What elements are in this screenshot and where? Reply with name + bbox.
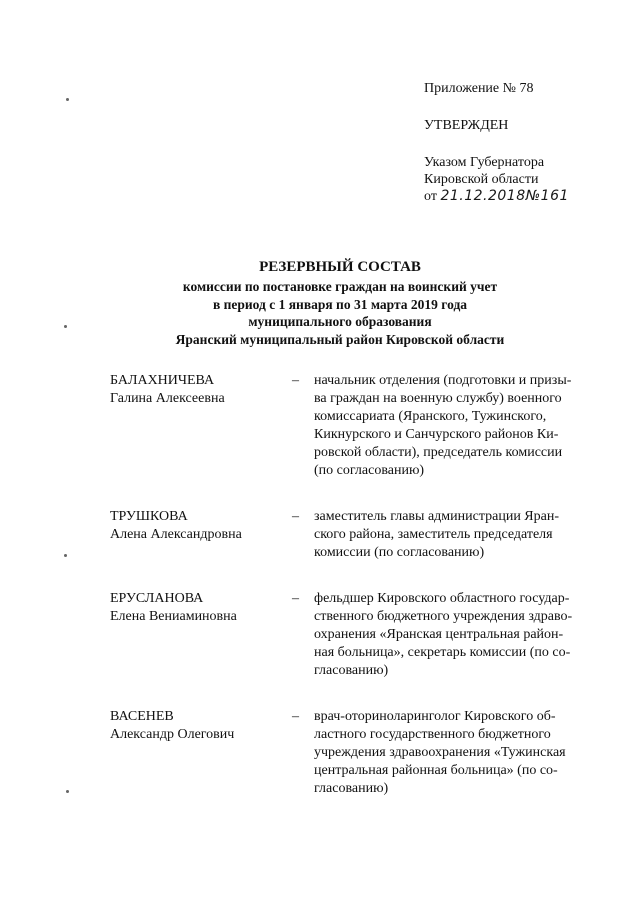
role-line: фельдшер Кировского областного государ- xyxy=(314,591,570,606)
approved-stamp: УТВЕРЖДЕН xyxy=(424,118,509,133)
role-line: комиссии (по согласованию) xyxy=(314,545,485,560)
member-name xyxy=(110,708,290,744)
document-heading xyxy=(120,256,560,348)
member-dash: – xyxy=(292,591,299,606)
role-line: ского района, заместитель председателя xyxy=(314,527,553,542)
member-name xyxy=(110,372,290,408)
role-line: врач-оториноларинголог Кировского об- xyxy=(314,709,556,724)
heading-line-4: Яранский муниципальный район Кировской области xyxy=(175,331,505,347)
member-given-name: Александр Олегович xyxy=(110,727,235,742)
member-entry xyxy=(110,508,590,562)
role-line: заместитель главы администрации Яран- xyxy=(314,509,560,524)
role-line: гласованию) xyxy=(314,781,389,796)
role-line: (по согласованию) xyxy=(314,463,425,478)
role-line: ва граждан на военную службу) военного xyxy=(314,391,562,406)
member-surname: ТРУШКОВА xyxy=(110,509,188,524)
member-surname: ВАСЕНЕВ xyxy=(110,709,174,724)
role-line: ственного бюджетного учреждения здраво- xyxy=(314,609,573,624)
role-line: учреждения здравоохранения «Тужинская xyxy=(314,745,566,760)
member-given-name: Галина Алексеевна xyxy=(110,391,225,406)
member-name xyxy=(110,590,290,626)
member-role xyxy=(314,590,590,680)
member-dash: – xyxy=(292,509,299,524)
member-list xyxy=(110,372,590,798)
scan-speck xyxy=(66,98,69,101)
scan-speck xyxy=(64,554,67,557)
handwritten-date: 21.12.2018№161 xyxy=(440,188,569,204)
heading-line-2: в период с 1 января по 31 марта 2019 года xyxy=(212,296,468,312)
appendix-number: Приложение № 78 xyxy=(424,81,534,96)
member-surname: ЕРУСЛАНОВА xyxy=(110,591,204,606)
role-line: ровской области), председатель комиссии xyxy=(314,445,563,460)
member-role xyxy=(314,708,590,798)
date-prefix: от xyxy=(424,189,437,204)
member-entry xyxy=(110,590,590,680)
role-line: охранения «Яранская центральная район- xyxy=(314,627,564,642)
heading-title: РЕЗЕРВНЫЙ СОСТАВ xyxy=(259,259,421,275)
decree-line-1: Указом Губернатора xyxy=(424,155,545,170)
role-line: ластного государственного бюджетного xyxy=(314,727,551,742)
member-role xyxy=(314,508,590,562)
member-name xyxy=(110,508,290,544)
scan-speck xyxy=(64,325,67,328)
heading-line-1: комиссии по постановке граждан на воинский учет xyxy=(182,279,498,294)
role-line: начальник отделения (подготовки и призы- xyxy=(314,373,572,388)
role-line: ная больница», секретарь комиссии (по со- xyxy=(314,645,571,660)
member-given-name: Алена Александровна xyxy=(110,527,242,542)
role-line: гласованию) xyxy=(314,663,389,678)
member-entry xyxy=(110,372,590,480)
member-dash: – xyxy=(292,373,299,388)
member-surname: БАЛАХНИЧЕВА xyxy=(110,373,215,388)
member-given-name: Елена Вениаминовна xyxy=(110,609,237,624)
member-dash: – xyxy=(292,709,299,724)
member-entry xyxy=(110,708,590,798)
role-line: комиссариата (Яранского, Тужинского, xyxy=(314,409,547,424)
decree-line-2: Кировской области xyxy=(424,172,539,187)
role-line: Кикнурского и Санчурского районов Ки- xyxy=(314,427,559,442)
approval-block xyxy=(424,80,569,205)
role-line: центральная районная больница» (по со- xyxy=(314,763,558,778)
member-role xyxy=(314,372,590,480)
decree-date xyxy=(424,188,569,205)
heading-line-3: муниципального образования xyxy=(248,314,432,329)
scan-speck xyxy=(66,790,69,793)
